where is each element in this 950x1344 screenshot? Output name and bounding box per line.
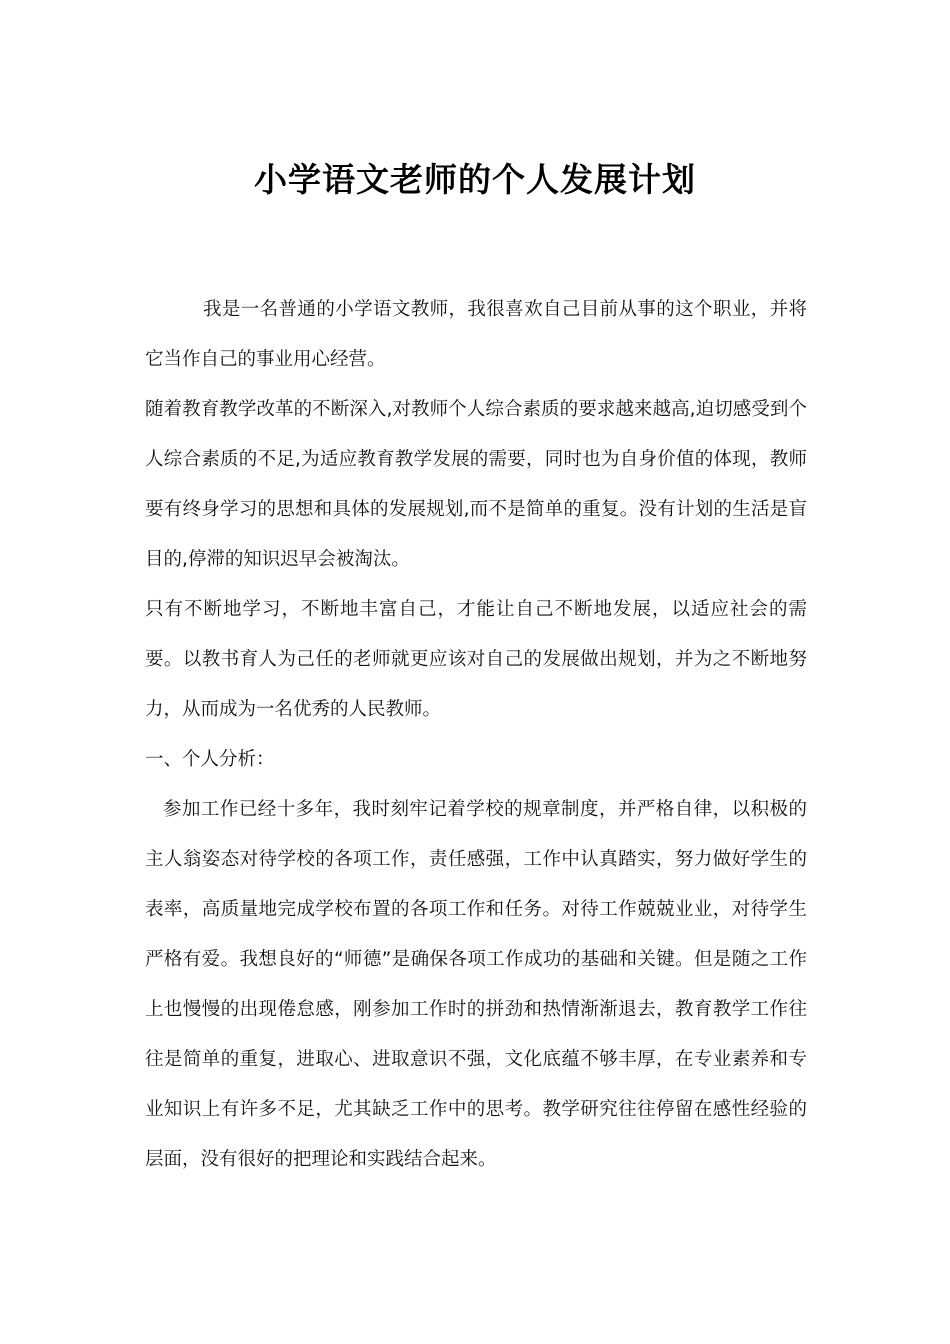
paragraph-reform: 随着教育教学改革的不断深入,对教师个人综合素质的要求越来越高,迫切感受到个人综合素质的不足,为适应教育教学发展的需要，同时也为自身价值的体现，教师要有终身学习的思想和具体的发展规划,而不是简单的重复。没有计划的生活是盲目的,停滞的知识迟早会被淘汰。 (145, 399, 807, 570)
section-heading-personal-analysis: 一、个人分析： (145, 749, 275, 770)
paragraph-intro: 我是一名普通的小学语文教师，我很喜欢自己目前从事的这个职业，并将它当作自己的事业用心经营。 (145, 299, 807, 370)
paragraph-learning: 只有不断地学习，不断地丰富自己，才能让自己不断地发展，以适应社会的需要。以教书育人为己任的老师就更应该对自己的发展做出规划，并为之不断地努力，从而成为一名优秀的人民教师。 (145, 599, 807, 720)
paragraph-personal-analysis: 参加工作已经十多年，我时刻牢记着学校的规章制度，并严格自律，以积极的主人翁姿态对待学校的各项工作，责任感强，工作中认真踏实，努力做好学生的表率，高质量地完成学校布置的各项工作和任务。对待工作兢兢业业，对待学生严格有爱。我想良好的“师德”是确保各项工作成功的基础和关键。但是随之工作上也慢慢的出现倦怠感，刚参加工作时的拼劲和热情渐渐退去，教育教学工作往往是简单的重复，进取心、进取意识不强，文化底蕴不够丰厚，在专业素养和专业知识上有许多不足，尤其缺乏工作中的思考。教学研究往往停留在感性经验的层面，没有很好的把理论和实践结合起来。 (145, 799, 807, 1170)
document-title: 小学语文老师的个人发展计划 (254, 160, 696, 199)
document-body (145, 285, 807, 1185)
